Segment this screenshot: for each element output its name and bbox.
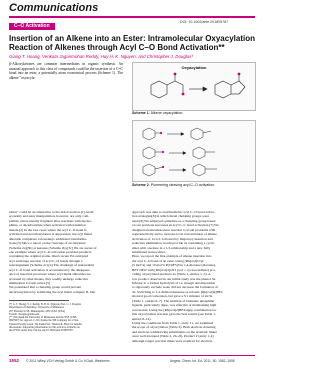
footnote-line: the WWW under http://dx.doi.org/10.1002/anie.201805787.: [9, 329, 74, 332]
journal-citation: Angew. Chem. Int. Ed. 2011, 50, 1552–1555: [170, 358, 235, 363]
doi-text[interactable]: DOI: 10.1002/anie.201805787: [180, 20, 229, 24]
body-text-line: entries 8–12).: [132, 316, 152, 321]
body-text-line: patible; esters usually fragment after reactions with nucleo-: [9, 218, 93, 223]
body-text-line: the scope of oxyacylation (Table 2). Both electron-donating: [132, 325, 216, 330]
body-text-line: decarbonylation by stabilizing the acyl metal complex D. Our: [9, 289, 96, 294]
footnote-line: Tenured Faculty Grant. We thank Prof. Thomas R. Hoye for helpful: [9, 322, 82, 326]
scheme-2-structure-drawing: [133, 121, 255, 181]
body-text-line: We postulated that a chelating group would prevent: [9, 285, 82, 290]
body-text-line: showed good conversion, but gave a 3:1 mixture of 2a:3a: [132, 294, 213, 299]
body-text-line: reductive elimination would provide 2a containing a cyclic: [132, 241, 215, 246]
body-text-line: alkoxide complexes can undergo additional transforma-: [9, 236, 87, 241]
footer-rule: [9, 355, 255, 356]
body-text-line: viding oxyacylated products 2a (Table 1, entries 1–5). A: [132, 272, 211, 277]
scheme-1-caption: [132, 111, 254, 115]
body-text-line: acyl C–O bond activation is accentuated by the disappear-: [9, 267, 91, 272]
page-number: 1552: [9, 358, 20, 363]
body-text-left-column: [9, 210, 125, 294]
scheme-2-caption: [132, 183, 254, 187]
body-text-line: the acyl C–O bond of an ester. Using [Rh(cod)Cl]2: [132, 258, 204, 263]
footnote-line: 0847907) for support. C.J.D. thanks the 3M Company for a Non-: [9, 319, 80, 323]
body-text-line: Here, we report the first example of alkene insertion into: [132, 254, 212, 259]
body-text-line: activated and decarbonylation is suppressed, the acyl metal: [9, 232, 92, 237]
scheme-2-caption-label: Scheme 2.: [132, 183, 150, 187]
scheme-1-caption-label: Scheme 1.: [132, 111, 150, 115]
body-text-line: approach was akin to stoichiometric acyl C–O bond activa-: [132, 210, 216, 214]
body-text-line: to rigorously exclude water did not decrease the formation of: [132, 285, 218, 290]
body-text-line: philes, or decarbonylate when activated with transition: [9, 223, 86, 228]
scheme-1-figure: [132, 62, 256, 111]
body-text-line: on our previous successes in acyl C–C bond activation.[7] We: [132, 223, 219, 228]
footnote-line: E-mail: cdouglas@umn.edu: [9, 312, 40, 316]
body-text-line: ligands, particularly dppp, was effective at maintaining high: [132, 303, 217, 308]
body-text-line: containing the original atoms. Oku's recent Pd-catalyzed: [9, 254, 89, 259]
author-affiliation-footnote: [9, 303, 125, 332]
body-text-line: tion strategies[6] in which metal chelating groups were: [132, 214, 210, 219]
footnote-line: discussions. Supporting information for this article is available on: [9, 325, 80, 329]
publisher-copyright: © 2011 Wiley-VCH Verlag GmbH & Co. KGaA, Weinheim: [26, 358, 110, 363]
author-list: Giang T. Hoang, Venkata Jaganmohan Reddy, Huy H. K. Nguyen, and Christopher J. Douglas*: [9, 54, 194, 59]
body-text-line: lation" could be an alternative to the aldol reaction.[1] Atom: [9, 210, 94, 214]
scheme-2-caption-text: Pioneering cleaving acyl C–O activation.: [150, 183, 216, 187]
body-text-line: although longer reaction times were required for electron-: [132, 338, 214, 343]
body-text-line: BF3·OEt2 with [Rh(cod)2]OTf (cod = cyclooctadiene) pro-: [132, 267, 216, 272]
footnote-line: [**] We thank the University of Minnesota and the NSF (CHE-: [9, 316, 78, 319]
scheme-1-caption-text: Alkene oxyacylation.: [150, 111, 184, 115]
body-text-line: were well tolerated (Table 2, 2b–2f). Product 2 (entry 1-4): [132, 334, 214, 339]
body-text-line: accessed by other means, they readily undergo reductive: [9, 276, 89, 281]
footnote-line: [*] G. T. Hoang, V. J. Reddy, H. H. K. Nguyen, Prof. C. J. Douglas: [9, 303, 81, 306]
body-text-line: Inferior to a formal hydrolysis of 1a, though decomposition: [132, 281, 216, 285]
body-text-line: (Table 1, entries 6–7). The addition of bidentate phosphine: [132, 298, 215, 303]
body-text-line: this oxyacylation reaction gave the best results (see Table 1,: [132, 312, 216, 317]
body-text-line: ance of insertion processes where acyl metal alkoxides are: [9, 272, 91, 277]
body-text-line: used.[6] We employed quinoline as a chelating group based: [132, 218, 216, 223]
article-title: Insertion of an Alkene into an Ester: Intramolecular Oxyacylation Reaction of Alkenes through Acyl C–O Bond Activation**: [9, 34, 255, 53]
body-text-line: low product observed in our initial study was the phenol 3a.: [132, 276, 216, 281]
scheme-1-structure-drawing: [133, 63, 255, 110]
body-text-line: Activation of 1a to L followed by migratory insertion and: [132, 236, 213, 241]
body-text-line: Using the conditions from Table 1, entry 11, we examined: [132, 320, 214, 325]
header-rule: [9, 16, 255, 18]
body-text-line: ether with a ketone in a 1,3-relationship and a new fully: [132, 245, 211, 250]
body-text-line: conversion. Using the [Rh(cod)2]BF4/dppp combination for: [132, 307, 217, 312]
topic-tag: C–O Activation: [9, 23, 55, 30]
body-text-line: (5 mol%) and 10 mol% P(C6F5)3 in 1,4-dioxane (dioxane),: [132, 263, 216, 268]
body-text-line: acyl exchange reaction of acyl C–O bonds through a: [9, 258, 83, 263]
body-text-line: (Scheme 2a)[3b] or ketones (Scheme 2b),[3c] We are aware of: [9, 245, 97, 250]
body-text-line: metals.[2] In the rare cases where the acyl C–O bond is: [9, 227, 87, 232]
footnote-line: 207 Pleasant St SE, Minneapolis, MN 55455 (USA): [9, 309, 66, 313]
body-text-line: designed an intramolecular reaction to avoid problems with: [132, 227, 216, 232]
body-text-line: regioselectivity and to increase local concentration of alkene.: [132, 232, 218, 237]
body-text-line: elimination to form esters.[5]: [9, 281, 51, 285]
body-text-line: 3a. Switching to 1,2-dichlorobenzene as solvent, [Rh(cod)2]BF4: [132, 289, 223, 294]
footnote-line: Department of Chemistry, University of Minnesota: [9, 306, 64, 310]
body-text-line: rearrangement (Scheme 2c).[4] The challenge of preferential: [9, 263, 94, 268]
body-text-line: economy and ester manipulation, however, are only com-: [9, 214, 90, 219]
body-text-line: and electron-withdrawing substituents on the aromatic linker: [132, 329, 218, 334]
scheme-1-title: Oxyacylation: [181, 65, 207, 70]
body-text-line: one example where acyl C–O activation provided products: [9, 249, 92, 254]
body-text-line: substituted stereocenter.: [132, 249, 166, 254]
body-text-line: tions.[3] Since a report on the cleavage of an alkylated: [9, 241, 86, 246]
scheme-2-figure: [132, 120, 256, 182]
journal-section-name: Communications: [9, 2, 99, 14]
body-text-right-column: [132, 210, 254, 343]
abstract-text: β-Alkoxyketones are common intermediates in organic synthesis. An unusual approach to this class of compounds could be the insertion of a C=C bond into an ester, a potentially atom economical process (Scheme 1). The alkene "oxyacyla-: [9, 62, 123, 80]
